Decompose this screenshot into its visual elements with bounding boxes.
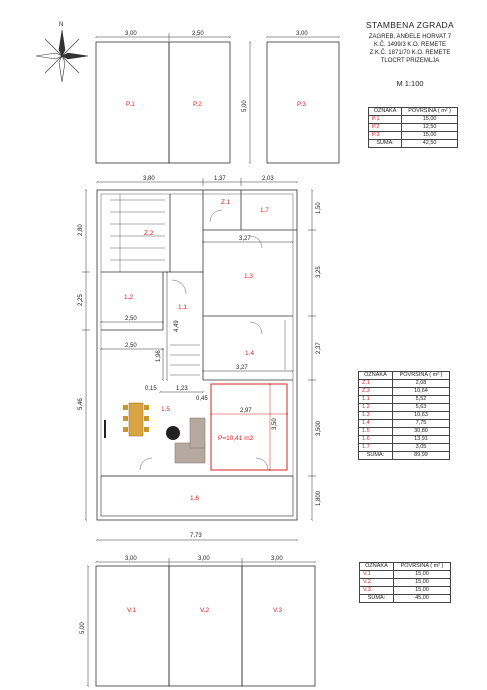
- dim-house-width: 7,73: [190, 533, 202, 539]
- table-total: SUMA: 42,50: [369, 140, 458, 148]
- table-header: POVRŠINA ( m² ): [393, 563, 450, 571]
- table-total: SUMA: 89,99: [359, 452, 450, 460]
- table-row: 1.1 5,52: [359, 396, 450, 404]
- label-16: 1.6: [190, 495, 200, 502]
- dining-table-icon: [123, 403, 149, 436]
- project-title: STAMBENA ZGRADA: [366, 20, 454, 30]
- dim-p2-width: 2,50: [192, 31, 204, 37]
- table-row: P.2 12,50: [369, 124, 458, 132]
- dim-inner-6: 3,27: [236, 365, 248, 371]
- label-11: 1.1: [178, 304, 188, 311]
- north-label: N: [59, 22, 64, 28]
- round-table-icon: [166, 426, 180, 440]
- dim-inner-9: 0,45: [196, 396, 208, 402]
- label-13: 1.3: [244, 273, 254, 280]
- label-p1: P.1: [126, 101, 135, 108]
- dim-house-right-width: 2,03: [262, 176, 274, 182]
- table-row: V.2 15,00: [360, 579, 451, 587]
- label-v3: V.3: [273, 607, 283, 614]
- dim-inner-2: 2,50: [125, 316, 137, 322]
- table-row: Z.1 2,08: [359, 380, 450, 388]
- dim-right-1: 1,50: [316, 202, 322, 214]
- dim-inner-4: 2,50: [125, 343, 137, 349]
- label-14: 1.4: [245, 350, 255, 357]
- dim-inner-8: 1,23: [176, 386, 188, 392]
- dim-inner-5: 1,96: [156, 350, 162, 362]
- label-z2: Z.2: [144, 230, 154, 237]
- table-header: POVRŠINA ( m² ): [392, 372, 449, 380]
- dim-right-3: 2,37: [316, 342, 322, 354]
- table-header: OZNAKA: [369, 108, 402, 116]
- drawing-name: TLOCRT PRIZEMLJA: [380, 58, 440, 64]
- label-v2: V.2: [200, 607, 210, 614]
- dim-parking-height: 5,00: [242, 100, 248, 112]
- dim-inner-11: 3,50: [272, 418, 278, 430]
- table-row: V.1 15,00: [360, 571, 451, 579]
- table-row: 1.4 7,75: [359, 420, 450, 428]
- table-row: 1.6 13,91: [359, 436, 450, 444]
- dim-left-2: 2,25: [78, 294, 84, 306]
- table-row: P.3 15,00: [369, 132, 458, 140]
- table-header: OZNAKA: [359, 372, 393, 380]
- table-header: OZNAKA: [360, 563, 394, 571]
- table-row: 1.2 5,63: [359, 404, 450, 412]
- dim-house-mid-width: 1,37: [214, 176, 226, 182]
- label-p3: P.3: [297, 101, 306, 108]
- dim-bottom-parking-height: 5,00: [80, 622, 86, 634]
- dim-v1-width: 3,00: [125, 556, 137, 562]
- address-line: ZAGREB, ANĐELE HORVAT 7: [368, 34, 452, 40]
- dim-right-5: 1,800: [316, 490, 322, 506]
- dim-v3-width: 3,00: [271, 556, 283, 562]
- dim-v2-width: 3,00: [198, 556, 210, 562]
- dim-inner-3: 4,49: [174, 320, 180, 332]
- label-z1: Z.1: [221, 199, 231, 206]
- dim-left-1: 2,80: [78, 224, 84, 236]
- dim-right-4: 3,500: [316, 420, 322, 436]
- table-row: 1.3 10,63: [359, 412, 450, 420]
- dim-p3-width: 3,00: [296, 31, 308, 37]
- label-v1: V.1: [127, 607, 137, 614]
- dim-house-left-width: 3,80: [143, 176, 155, 182]
- table-row: 1.7 3,05: [359, 444, 450, 452]
- table-total: SUMA: 45,00: [360, 595, 451, 603]
- dim-left-3: 5,46: [78, 398, 84, 410]
- land-registry-line: Z.K.Č. 1871/70 K.O. REMETE: [369, 50, 451, 56]
- table-row: Z.2 10,64: [359, 388, 450, 396]
- highlighted-area-label: P=10,41 m2: [218, 435, 254, 442]
- dim-inner-10: 2,97: [240, 408, 252, 414]
- label-p2: P.2: [193, 101, 202, 108]
- label-17: 1.7: [260, 207, 270, 214]
- parcel-line: K.Č. 1499/3 K.O. REMETE: [373, 42, 447, 48]
- dim-inner-1: 3,27: [239, 236, 251, 242]
- dim-right-2: 3,25: [316, 266, 322, 278]
- table-row: P.1 15,00: [369, 116, 458, 124]
- dim-p1-width: 3,00: [125, 31, 137, 37]
- label-12: 1.2: [124, 294, 134, 301]
- label-15: 1.5: [161, 406, 171, 413]
- drawing-scale: M 1:100: [396, 79, 424, 88]
- north-arrow-icon: [36, 30, 88, 82]
- table-row: 1.5 30,80: [359, 428, 450, 436]
- table-row: V.3 15,00: [360, 587, 451, 595]
- dim-inner-7: 0,15: [145, 386, 157, 392]
- table-header: POVRŠINA ( m² ): [402, 108, 458, 116]
- sofa-icon: [175, 418, 205, 463]
